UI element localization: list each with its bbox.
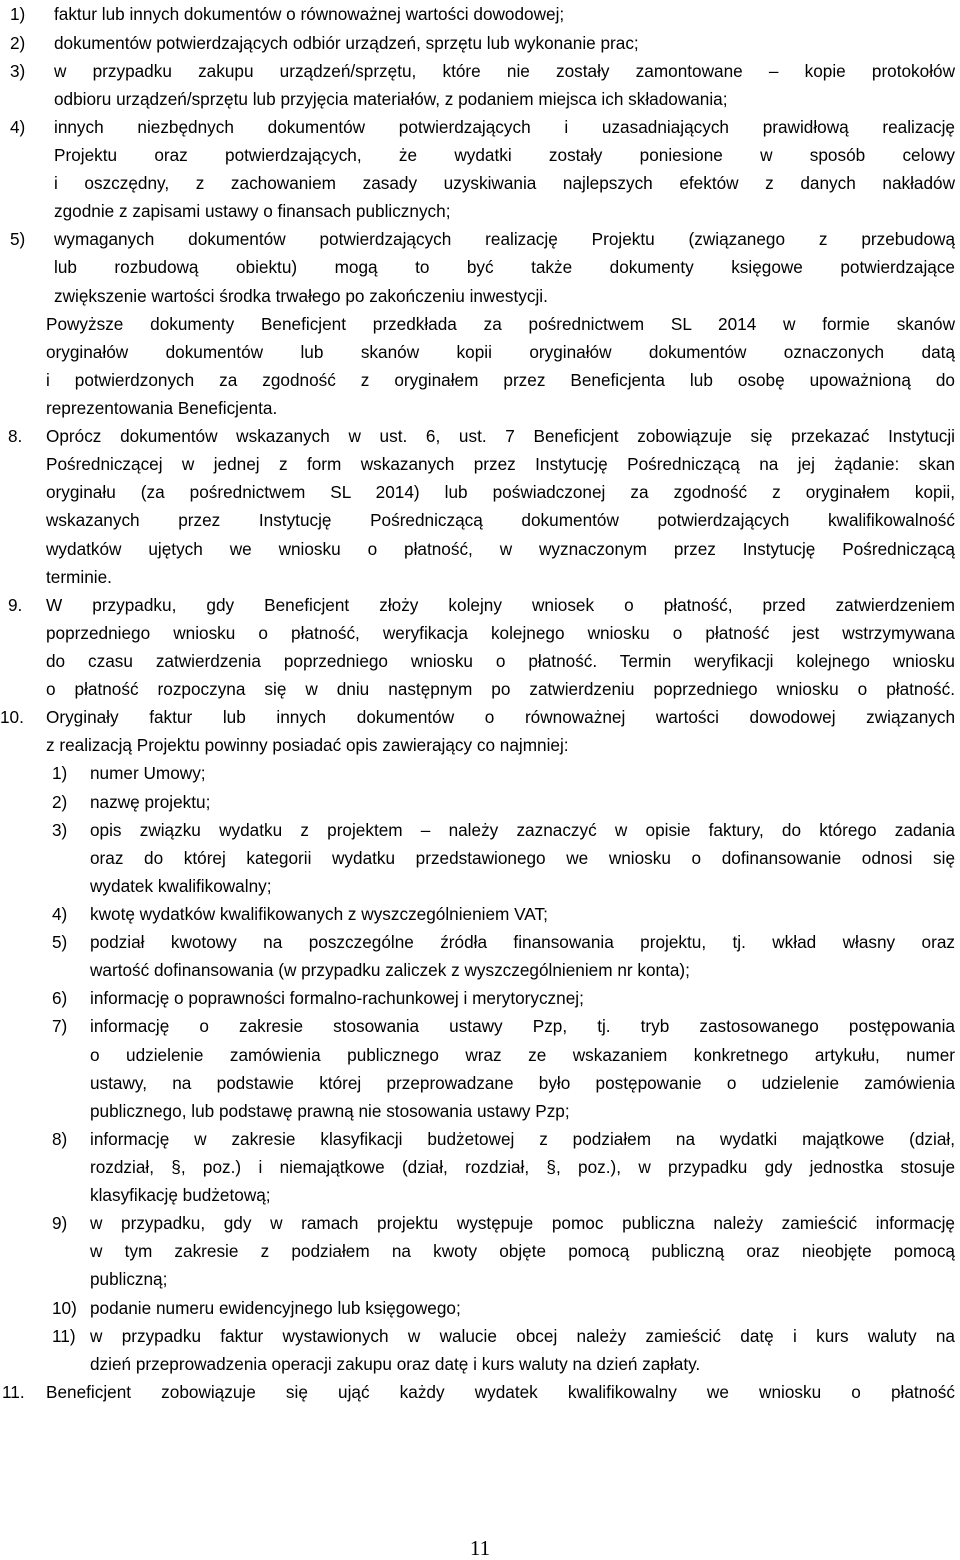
text-line: wydatek kwalifikowalny;: [90, 876, 272, 896]
text-line: o udzielenie zamówienia publicznego wraz ze wskazaniem konkretnego artykułu, numer: [90, 1045, 955, 1065]
list-item-number: 10.: [0, 707, 24, 727]
text-line: o płatność rozpoczyna się w dniu następnym po zatwierdzeniu poprzedniego wniosku o płatność.: [46, 679, 955, 699]
text-line: w przypadku faktur wystawionych w walucie obcej należy zamieścić datę i kurs waluty na: [90, 1326, 955, 1346]
text-line: poprzedniego wniosku o płatność, weryfikacja kolejnego wniosku o płatność jest wstrzymywana: [46, 623, 955, 643]
text-line: Powyższe dokumenty Beneficjent przedkłada za pośrednictwem SL 2014 w formie skanów: [46, 314, 955, 334]
text-line: klasyfikację budżetową;: [90, 1185, 271, 1205]
text-line: faktur lub innych dokumentów o równoważnej wartości dowodowej;: [54, 4, 565, 24]
text-line: innych niezbędnych dokumentów potwierdzających i uzasadniających prawidłową realizację: [54, 117, 955, 137]
list-item-number: 10): [52, 1298, 77, 1318]
text-line: opis związku wydatku z projektem – należy zaznaczyć w opisie faktury, do którego zadania: [90, 820, 955, 840]
text-line: W przypadku, gdy Beneficjent złoży kolejny wniosek o płatność, przed zatwierdzeniem: [46, 595, 955, 615]
text-line: informację o zakresie stosowania ustawy Pzp, tj. tryb zastosowanego postępowania: [90, 1016, 955, 1036]
text-line: do czasu zatwierdzenia poprzedniego wniosku o płatność. Termin weryfikacji kolejnego wniosku: [46, 651, 955, 671]
text-line: w przypadku, gdy w ramach projektu występuje pomoc publiczna należy zamieścić informację: [90, 1213, 955, 1233]
list-item-number: 4): [10, 117, 26, 137]
text-line: Beneficjent zobowiązuje się ująć każdy wydatek kwalifikowalny we wniosku o płatność: [46, 1382, 955, 1402]
text-line: oraz do której kategorii wydatku przedstawionego we wniosku o dofinansowanie odnosi się: [90, 848, 955, 868]
text-line: informację o poprawności formalno-rachunkowej i merytorycznej;: [90, 988, 584, 1008]
text-line: oryginałów dokumentów lub skanów kopii oryginałów dokumentów oznaczonych datą: [46, 342, 955, 362]
text-line: zgodnie z zapisami ustawy o finansach publicznych;: [54, 201, 451, 221]
list-item-number: 1): [10, 4, 26, 24]
text-line: wartość dofinansowania (w przypadku zaliczek z wyszczególnieniem nr konta);: [90, 960, 690, 980]
list-item-number: 11.: [2, 1382, 25, 1402]
text-line: wydatków ujętych we wniosku o płatność, w wyznaczonym przez Instytucję Pośredniczącą: [46, 539, 955, 559]
text-line: reprezentowania Beneficjenta.: [46, 398, 278, 418]
list-item-number: 5): [10, 229, 26, 249]
text-line: wymaganych dokumentów potwierdzających realizację Projektu (związanego z przebudową: [54, 229, 955, 249]
list-item-number: 3): [10, 61, 26, 81]
list-item-number: 4): [52, 904, 68, 924]
text-line: wskazanych przez Instytucję Pośredniczącą dokumentów potwierdzających kwalifikowalność: [46, 510, 955, 530]
text-line: informację w zakresie klasyfikacji budżetowej z podziałem na wydatki majątkowe (dział,: [90, 1129, 955, 1149]
text-line: dokumentów potwierdzających odbiór urządzeń, sprzętu lub wykonanie prac;: [54, 33, 639, 53]
text-line: nazwę projektu;: [90, 792, 211, 812]
text-line: numer Umowy;: [90, 763, 206, 783]
text-line: z realizacją Projektu powinny posiadać opis zawierający co najmniej:: [46, 735, 569, 755]
list-item-number: 11): [52, 1326, 76, 1346]
list-item-number: 1): [52, 763, 68, 783]
list-item-number: 9): [52, 1213, 68, 1233]
list-item-number: 8.: [8, 426, 23, 446]
list-item-number: 8): [52, 1129, 68, 1149]
list-item-number: 6): [52, 988, 68, 1008]
text-line: publicznego, lub podstawę prawną nie stosowania ustawy Pzp;: [90, 1101, 570, 1121]
text-line: lub rozbudową obiektu) mogą to być także dokumenty księgowe potwierdzające: [54, 257, 955, 277]
text-line: oryginału (za pośrednictwem SL 2014) lub poświadczonej za zgodność z oryginałem kopii,: [46, 482, 955, 502]
text-line: podział kwotowy na poszczególne źródła finansowania projektu, tj. wkład własny oraz: [90, 932, 955, 952]
text-line: publiczną;: [90, 1269, 168, 1289]
text-line: i oszczędny, z zachowaniem zasady uzyskiwania najlepszych efektów z danych nakładów: [54, 173, 955, 193]
text-line: rozdział, §, poz.) i niemajątkowe (dział, rozdział, §, poz.), w przypadku gdy jednostka stosuje: [90, 1157, 955, 1177]
text-line: w przypadku zakupu urządzeń/sprzętu, które nie zostały zamontowane – kopie protokołów: [54, 61, 955, 81]
list-item-number: 2): [52, 792, 68, 812]
text-line: odbioru urządzeń/sprzętu lub przyjęcia materiałów, z podaniem miejsca ich składowania;: [54, 89, 728, 109]
list-item-number: 2): [10, 33, 26, 53]
text-line: zwiększenie wartości środka trwałego po zakończeniu inwestycji.: [54, 286, 548, 306]
text-line: dzień przeprowadzenia operacji zakupu oraz datę i kurs waluty na dzień zapłaty.: [90, 1354, 701, 1374]
text-line: w tym zakresie z podziałem na kwoty objęte pomocą publiczną oraz nieobjęte pomocą: [90, 1241, 955, 1261]
text-line: kwotę wydatków kwalifikowanych z wyszczególnieniem VAT;: [90, 904, 548, 924]
text-line: podanie numeru ewidencyjnego lub księgowego;: [90, 1298, 461, 1318]
list-item-number: 3): [52, 820, 68, 840]
text-line: Pośredniczącej w jednej z form wskazanych przez Instytucję Pośredniczącą na jej żądanie: skan: [46, 454, 955, 474]
list-item-number: 5): [52, 932, 68, 952]
text-line: Projektu oraz potwierdzających, że wydatki zostały poniesione w sposób celowy: [54, 145, 955, 165]
text-line: Oprócz dokumentów wskazanych w ust. 6, ust. 7 Beneficjent zobowiązuje się przekazać Instytucji: [46, 426, 955, 446]
list-item-number: 9.: [8, 595, 23, 615]
list-item-number: 7): [52, 1016, 68, 1036]
text-line: i potwierdzonych za zgodność z oryginałem przez Beneficjenta lub osobę upoważnioną do: [46, 370, 955, 390]
text-line: ustawy, na podstawie której przeprowadzane było postępowanie o udzielenie zamówienia: [90, 1073, 955, 1093]
text-line: Oryginały faktur lub innych dokumentów o równoważnej wartości dowodowej związanych: [46, 707, 955, 727]
text-line: terminie.: [46, 567, 112, 587]
page-number: 11: [469, 1536, 491, 1560]
